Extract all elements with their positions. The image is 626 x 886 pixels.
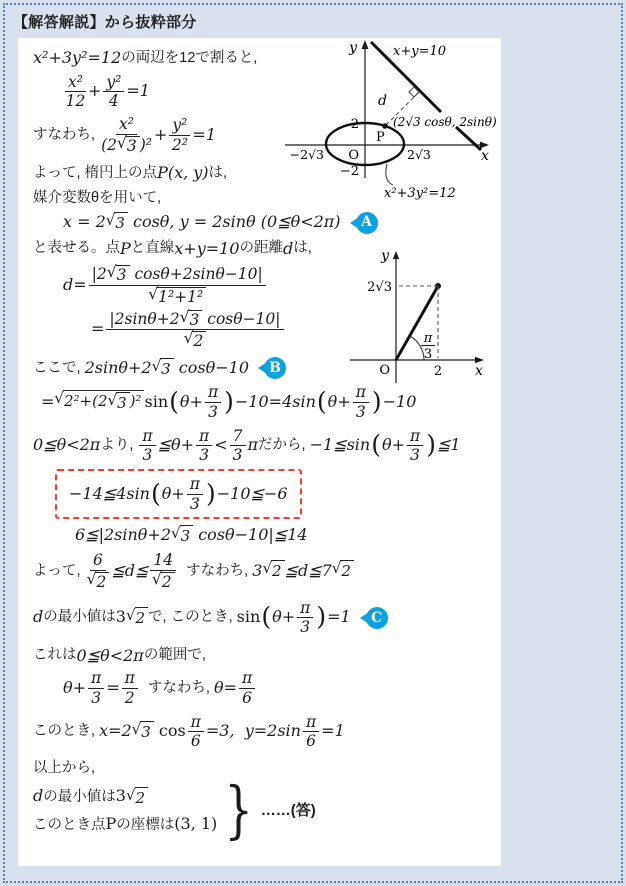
answer-group — [33, 773, 501, 847]
marker-c-badge — [354, 607, 388, 629]
jp-text: と表せる。点 — [33, 240, 120, 257]
formula-line-15 — [33, 552, 501, 590]
sqrt: √ 2 — [152, 572, 175, 590]
highlight-box-line — [55, 469, 501, 519]
point-p-coordinates: (2√3 cosθ, 2sinθ) — [393, 115, 497, 129]
sqrt: √ 3 — [132, 721, 154, 743]
ellipse-label-leader — [386, 164, 393, 185]
math-text: =3, y=2sin — [205, 721, 301, 741]
math-text: −14≦4sin — [69, 483, 150, 503]
math-text: d — [283, 238, 294, 258]
math-text: θ+ — [327, 391, 351, 411]
math-text: θ+ — [272, 607, 296, 627]
jp-text: だから, — [258, 437, 310, 454]
math-text: θ+ — [63, 677, 87, 697]
math-text: x=2 — [99, 721, 132, 741]
big-paren: ( — [150, 478, 161, 508]
jp-text: より, — [100, 437, 138, 454]
math-text: x+y=10 — [174, 238, 240, 258]
line-equation-label: x+y=10 — [393, 44, 447, 59]
jp-text: これは — [33, 647, 77, 664]
jp-text: ここで, — [33, 359, 85, 376]
math-text: θ+ — [381, 435, 406, 455]
fraction: $\frac{\pi}{3}$ — [187, 476, 203, 512]
math-text: π — [247, 435, 259, 455]
fraction: $\frac{\pi}{6}$ — [239, 670, 255, 706]
point-p-label: P — [376, 130, 385, 145]
big-paren: ) — [224, 386, 234, 416]
math-text: θ+ — [161, 483, 185, 503]
fraction: $\frac{\pi}{3}$ — [196, 428, 212, 464]
math-text: 3 — [252, 560, 263, 580]
sqrt: √ 3 — [171, 525, 193, 547]
math-text: (3, 1) — [174, 814, 218, 834]
y-tick-2: 2 — [350, 117, 359, 132]
y-axis-arrow-icon — [362, 40, 369, 49]
fraction: $\frac{\pi}{3}$ — [88, 670, 104, 706]
jp-text: と直線 — [130, 240, 175, 257]
big-paren: ) — [426, 430, 436, 460]
line-x-plus-y-10-lower — [456, 127, 481, 150]
jp-text: の最小値は — [43, 788, 116, 805]
big-paren: ( — [261, 602, 272, 632]
big-paren: ( — [371, 430, 381, 460]
jp-text: の範囲で, — [143, 647, 206, 664]
math-text: = — [106, 677, 120, 697]
math-text: θ+ — [179, 391, 203, 411]
y-tick-neg2: −2 — [339, 164, 359, 179]
fraction: 6 √ 2 — [87, 552, 110, 590]
math-text: =1 — [321, 721, 345, 741]
math-text: + — [154, 124, 168, 144]
jp-text: すなわち, — [33, 126, 100, 143]
angle-fraction-denominator: 3 — [423, 347, 433, 362]
jp-text: の座標は — [116, 817, 175, 834]
math-text: sin — [236, 607, 261, 627]
math-text: cosθ, y = 2sinθ (0≦θ<2π) — [127, 212, 341, 232]
math-text: cosθ−10|≦14 — [193, 525, 308, 545]
jp-text: よって, — [33, 562, 85, 579]
math-text: = — [91, 319, 105, 339]
math-text: θ= — [213, 677, 237, 697]
math-text: 0≦θ<2π — [33, 435, 101, 455]
math-text: −10 — [382, 391, 417, 411]
x-tick-2: 2 — [433, 364, 443, 379]
math-text: sin — [144, 391, 169, 411]
jp-text: は, — [208, 164, 228, 181]
math-text: 3 — [115, 607, 126, 627]
x-tick-neg2sqrt3: −2√3 — [289, 147, 324, 162]
figure-ellipse-distance — [283, 38, 501, 223]
answer-brace: } — [224, 773, 254, 847]
fraction: x² (2 √ 3 )² — [101, 115, 153, 155]
x-axis-label: x — [475, 363, 483, 379]
jp-text: の最小値は — [43, 609, 116, 626]
sqrt: √ 2 — [87, 572, 110, 590]
big-paren: ( — [316, 386, 327, 416]
y-axis-label: y — [381, 248, 389, 264]
sqrt: √ 3 — [117, 136, 140, 154]
math-text: 6≦|2sinθ+2 — [75, 525, 172, 545]
math-text: ≦d≦7 — [284, 560, 332, 580]
fraction: $\frac{\pi}{6}$ — [188, 714, 204, 750]
badge-letter: A — [356, 212, 378, 234]
text-line-17 — [33, 646, 501, 667]
fraction: |2 √ 3 cosθ+2sinθ−10| √ 1²+1² — [89, 265, 266, 305]
math-text: = — [41, 391, 55, 411]
sqrt: √ 2 — [332, 560, 354, 582]
marker-b-badge — [252, 357, 286, 379]
fraction: x² 12 — [65, 72, 86, 111]
sqrt: √ 2²+(2 √ 3 )² — [54, 390, 144, 414]
fraction: $\frac{\pi}{2}$ — [122, 670, 138, 706]
distance-label: d — [378, 93, 387, 109]
red-dashed-box — [55, 469, 302, 519]
answer-lines — [33, 786, 217, 835]
y-axis-arrow-icon — [393, 251, 399, 259]
math-text: 0≦θ<2π — [76, 645, 144, 665]
fraction: $\frac{\pi}{3}$ — [297, 600, 313, 636]
formula-line-14 — [75, 525, 501, 547]
point-p-dot — [382, 123, 388, 129]
jp-text: よって, 楕円上の点 — [33, 164, 158, 181]
jp-text: は, — [293, 240, 312, 257]
math-text: d= — [63, 274, 87, 294]
fraction: $\frac{\pi}{6}$ — [303, 714, 319, 750]
math-text: ≦d≦ — [111, 560, 149, 580]
math-text: < — [214, 435, 228, 455]
badge-letter: B — [264, 357, 286, 379]
jp-text: このとき点 — [33, 817, 106, 834]
math-text: =1 — [126, 81, 150, 101]
math-text: x²+3y²=12 — [33, 48, 122, 67]
math-text: ≦1 — [436, 435, 461, 455]
solution-panel — [18, 38, 501, 866]
y-axis-label: y — [349, 40, 357, 56]
sqrt: √ 2 — [126, 607, 148, 629]
math-text: d — [33, 607, 44, 627]
math-text: 2sinθ+2 — [84, 357, 152, 377]
answer-label: ……(答) — [260, 801, 316, 819]
fraction: 14 √ 2 — [150, 552, 176, 590]
sqrt: √ 3 — [108, 392, 130, 414]
jp-text: の両辺を12で割ると, — [121, 49, 258, 66]
math-text: P — [120, 238, 131, 258]
y-tick-2sqrt3: 2√3 — [367, 280, 392, 295]
formula-line-16 — [33, 600, 501, 636]
math-text: cos — [153, 721, 186, 741]
text-line-20 — [33, 759, 501, 778]
jp-text: 以上から, — [33, 760, 96, 777]
math-text: d — [33, 785, 44, 805]
sqrt: √ 2 — [262, 560, 284, 582]
math-text: −10≦−6 — [216, 483, 288, 503]
angle-fraction-numerator: π — [423, 331, 433, 346]
jp-text: の距離 — [239, 240, 283, 257]
math-text: −1≦sin — [309, 435, 371, 455]
jp-text: すなわち, — [139, 679, 214, 696]
figure-angle-pi3 — [336, 246, 501, 406]
x-axis-label: x — [481, 148, 489, 164]
fraction: π 3 — [139, 428, 155, 464]
sqrt: √ 3 — [152, 358, 174, 380]
x-tick-2sqrt3: 2√3 — [407, 147, 431, 162]
big-paren: ) — [316, 602, 327, 632]
fraction: $\frac{\pi}{3}$ — [407, 428, 423, 464]
formula-line-19 — [33, 714, 501, 750]
fraction: $\frac{\text{y²}}{4}$ — [103, 74, 124, 110]
page-title: 【解答解説】から抜粋部分 — [13, 14, 197, 31]
formula-line-12 — [33, 428, 501, 464]
math-text: =1 — [192, 124, 216, 144]
math-text: −10=4sin — [234, 391, 316, 411]
jp-text: で, このとき, — [148, 609, 237, 626]
jp-text: すなわち, — [178, 562, 253, 579]
big-paren: ) — [371, 386, 382, 416]
sqrt: √ 3 — [180, 310, 203, 328]
jp-text: このとき, — [33, 723, 100, 740]
math-text: x = 2 — [63, 212, 106, 232]
math-text: P(x, y) — [157, 162, 209, 182]
math-text: ≦θ+ — [157, 435, 195, 455]
sqrt: √ 2 — [184, 331, 207, 349]
ellipse-equation-label: x²+3y²=12 — [384, 186, 456, 201]
math-text: 3 — [115, 785, 126, 805]
big-paren: ) — [205, 478, 216, 508]
math-text: + — [87, 81, 102, 101]
origin-label: O — [348, 148, 359, 163]
math-text: =1 — [327, 607, 351, 627]
fraction: 7 3 — [230, 428, 246, 464]
sqrt: √ 2 — [126, 787, 148, 809]
fraction: $\frac{\pi}{3}$ — [353, 384, 369, 420]
big-paren: ( — [169, 386, 179, 416]
fraction: |2sinθ+2 √ 3 cosθ−10| √ 2 — [106, 310, 283, 350]
sqrt: √ 3 — [107, 265, 130, 283]
sqrt: √ 1²+1² — [148, 287, 206, 305]
math-text: P — [105, 814, 117, 834]
origin-label: O — [379, 363, 390, 378]
formula-line-18 — [63, 670, 501, 706]
sqrt: √ 3 — [106, 212, 128, 234]
fraction: $\frac{\text{y²}}{\text{2²}}$ — [169, 117, 190, 153]
badge-letter: C — [366, 607, 388, 629]
jp-text: 媒介変数θを用いて, — [33, 189, 162, 206]
angle-arc — [410, 336, 424, 360]
fraction: $\frac{\pi}{3}$ — [205, 384, 221, 420]
math-text: cosθ−10 — [173, 357, 249, 377]
